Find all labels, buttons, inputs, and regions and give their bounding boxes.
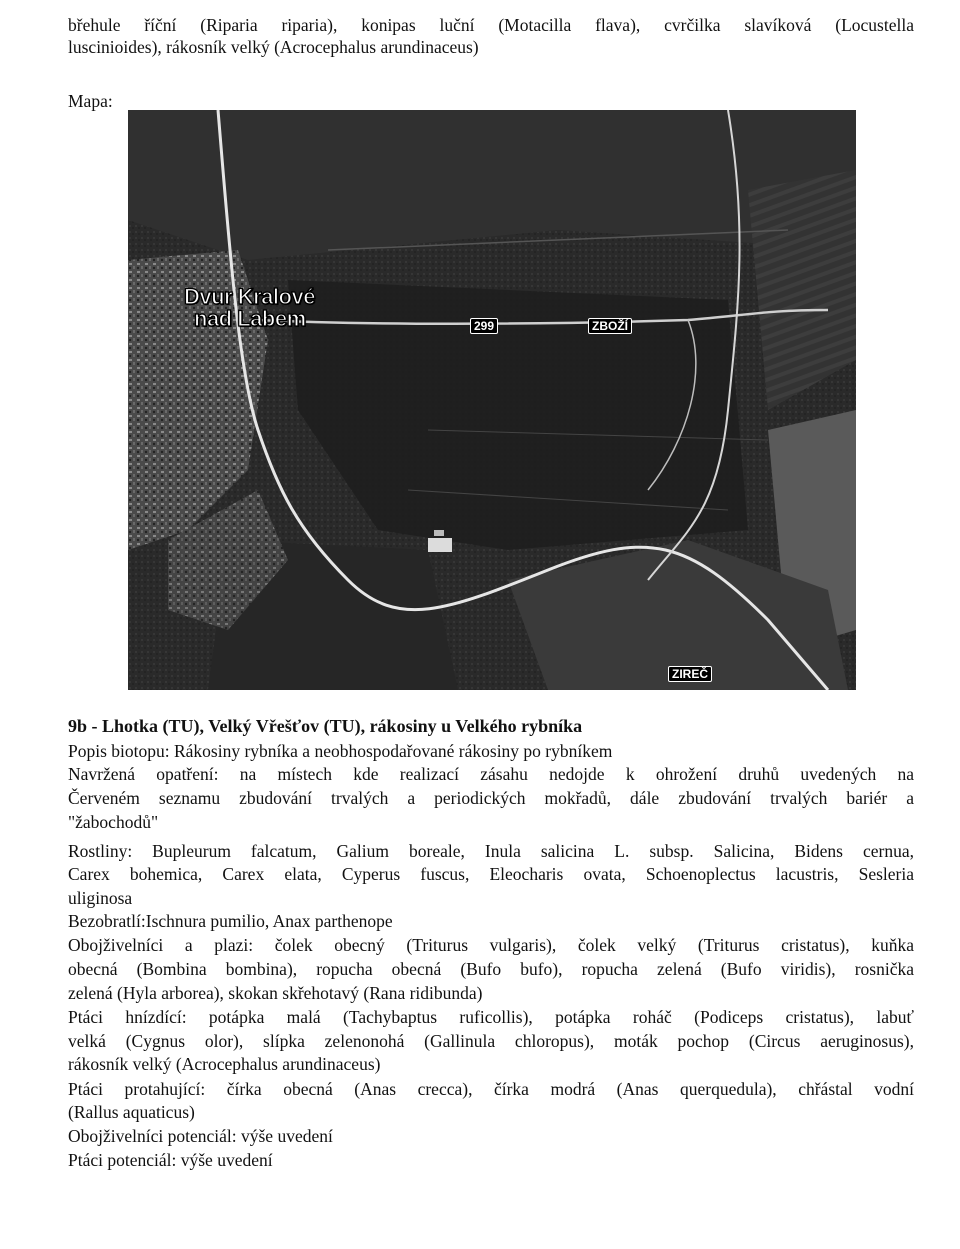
section-line-7: uliginosa: [68, 888, 133, 908]
section-heading: 9b - Lhotka (TU), Velký Vřešťov (TU), rákosiny u Velkého rybníka: [68, 716, 583, 736]
section-line-10: obecná (Bombina bombina), ropucha obecná (Bufo bufo), ropucha zelená (Bufo viridis), rosnička: [68, 959, 914, 979]
section-line-1: Popis biotopu: Rákosiny rybníka a neobhospodařované rákosiny po rybníkem: [68, 741, 613, 761]
section-line-18: Ptáci potenciál: výše uvedení: [68, 1150, 273, 1170]
aerial-map-image: [128, 110, 856, 690]
section-line-3: Červeném seznamu zbudování trvalých a periodických mokřadů, dále zbudování trvalých bariér a: [68, 788, 914, 808]
map-road-label-299: 299: [470, 318, 498, 334]
section-line-17: Obojživelníci potenciál: výše uvedení: [68, 1126, 333, 1146]
section-line-16: (Rallus aquaticus): [68, 1102, 195, 1122]
top-text-line-2: luscinioides), rákosník velký (Acrocephalus arundinaceus): [68, 37, 479, 57]
section-line-4: "žabochodů": [68, 812, 159, 832]
map-caption: Mapa:: [68, 91, 113, 111]
section-line-8: Bezobratlí:Ischnura pumilio, Anax parthenope: [68, 911, 393, 931]
section-line-2: Navržená opatření: na místech kde realizací zásahu nedojde k ohrožení druhů uvedených na: [68, 764, 914, 784]
top-text-line-1: břehule říční (Riparia riparia), konipas luční (Motacilla flava), cvrčilka slavíková (Locustella: [68, 15, 914, 35]
map-city-label-line1: Dvur Kralové: [184, 284, 315, 309]
section-line-6: Carex bohemica, Carex elata, Cyperus fuscus, Eleocharis ovata, Schoenoplectus lacustris, Sesleria: [68, 864, 914, 884]
section-line-15: Ptáci protahující: čírka obecná (Anas crecca), čírka modrá (Anas querquedula), chřástal vodní: [68, 1079, 914, 1099]
section-line-13: velká (Cygnus olor), slípka zelenonohá (Gallinula chloropus), moták pochop (Circus aeruginosus),: [68, 1031, 914, 1051]
section-line-11: zelená (Hyla arborea), skokan skřehotavý (Rana ridibunda): [68, 983, 483, 1003]
map-road-label-zbozi: ZBOŽÍ: [588, 318, 632, 334]
section-line-9: Obojživelníci a plazi: čolek obecný (Triturus vulgaris), čolek velký (Triturus cristatus), kuňka: [68, 935, 914, 955]
section-line-12: Ptáci hnízdící: potápka malá (Tachybaptus ruficollis), potápka roháč (Podiceps cristatus), labuť: [68, 1007, 914, 1027]
map-road-label-zirec: ZIREČ: [668, 666, 712, 682]
section-line-14: rákosník velký (Acrocephalus arundinaceus): [68, 1054, 381, 1074]
aerial-map: [128, 110, 856, 690]
section-line-5: Rostliny: Bupleurum falcatum, Galium boreale, Inula salicina L. subsp. Salicina, Bidens cernua,: [68, 841, 914, 861]
map-city-label-line2: nad Labem: [194, 306, 306, 331]
